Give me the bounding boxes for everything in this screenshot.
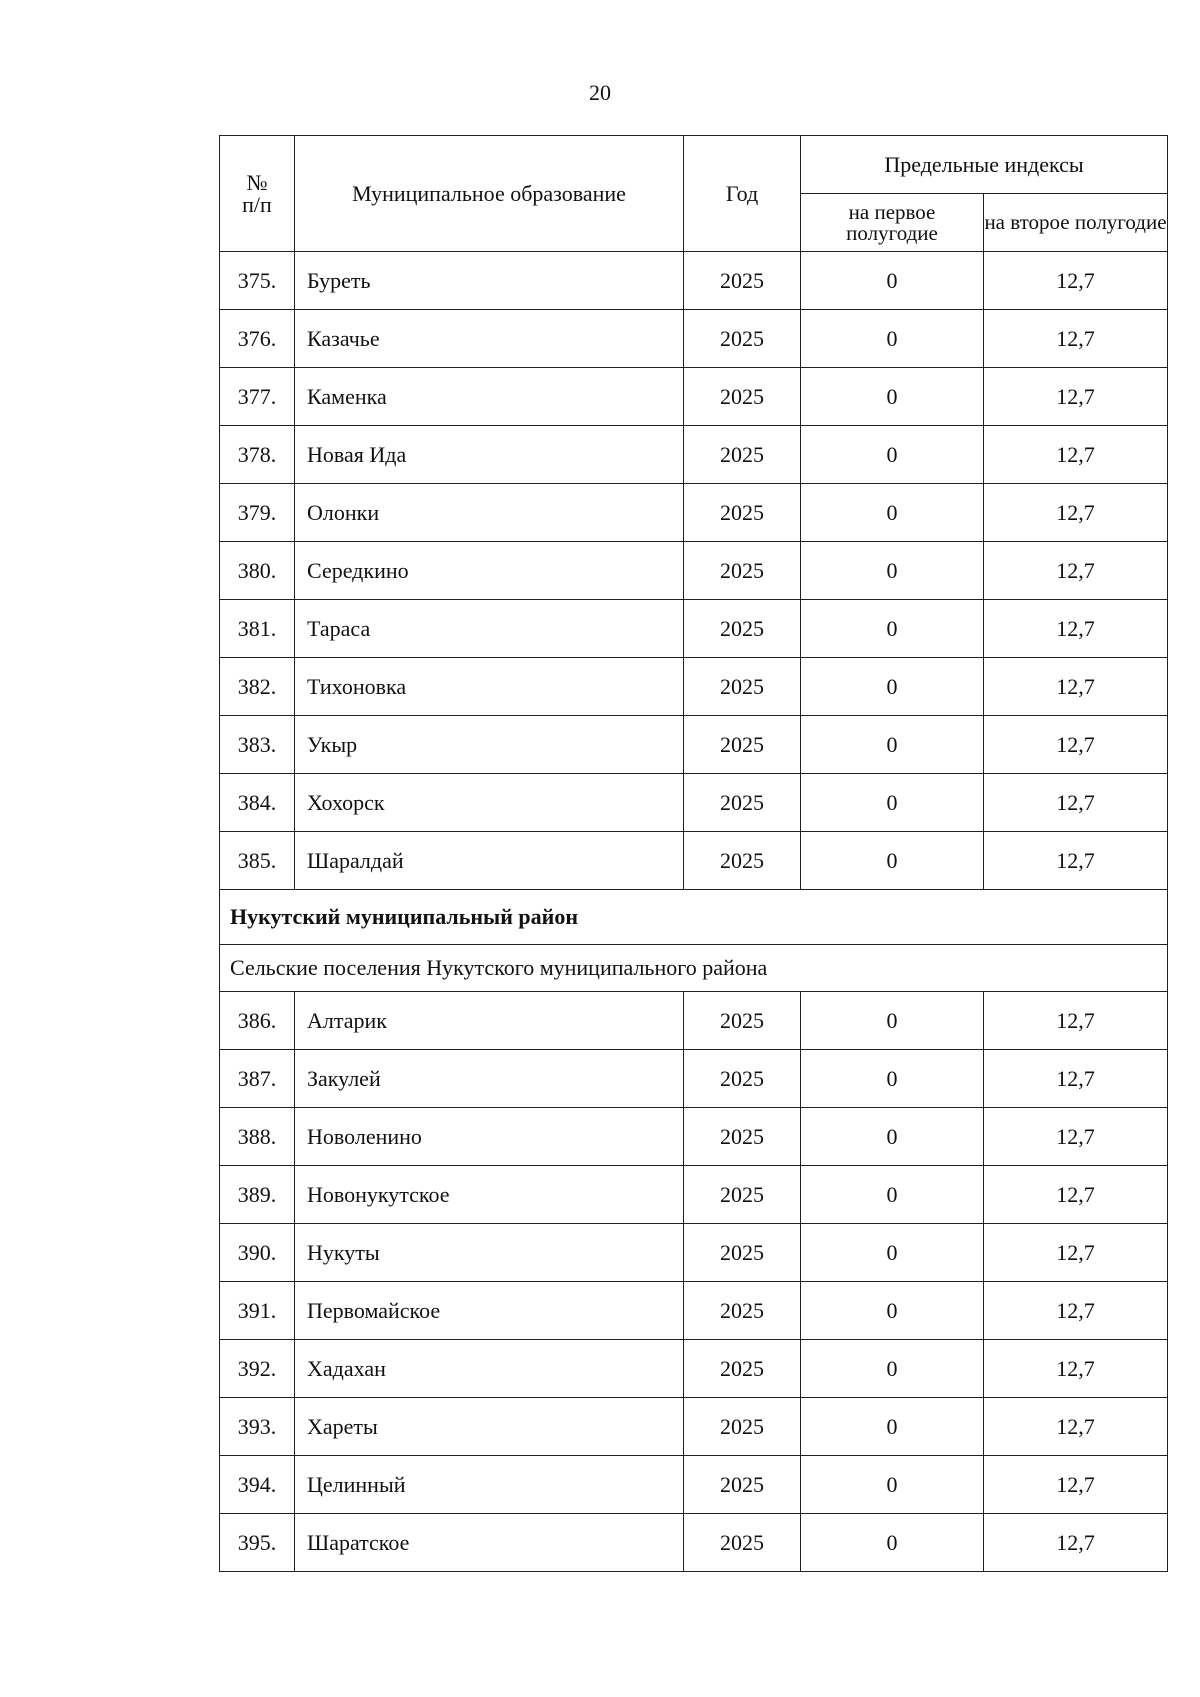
row-number: 392. — [220, 1340, 295, 1398]
table-row — [220, 252, 1168, 310]
header-year: Год — [684, 136, 801, 252]
municipality-name: Укыр — [295, 716, 684, 774]
year-cell: 2025 — [684, 542, 801, 600]
row-number: 383. — [220, 716, 295, 774]
first-half-index: 0 — [801, 1050, 984, 1108]
subsection-title: Сельские поселения Нукутского муниципального района — [220, 945, 1168, 992]
first-half-index: 0 — [801, 1398, 984, 1456]
header-second-half: на второе полугодие — [984, 194, 1168, 252]
municipality-name: Закулей — [295, 1050, 684, 1108]
row-number: 382. — [220, 658, 295, 716]
first-half-index: 0 — [801, 484, 984, 542]
second-half-index: 12,7 — [984, 1108, 1168, 1166]
table-row — [220, 484, 1168, 542]
municipality-name: Новонукутское — [295, 1166, 684, 1224]
table-row — [220, 1224, 1168, 1282]
second-half-index: 12,7 — [984, 368, 1168, 426]
municipality-name: Хадахан — [295, 1340, 684, 1398]
second-half-index: 12,7 — [984, 484, 1168, 542]
table-row — [220, 1456, 1168, 1514]
municipality-name: Новая Ида — [295, 426, 684, 484]
municipality-name: Тихоновка — [295, 658, 684, 716]
second-half-index: 12,7 — [984, 1050, 1168, 1108]
first-half-index: 0 — [801, 1166, 984, 1224]
year-cell: 2025 — [684, 1224, 801, 1282]
municipality-name: Хареты — [295, 1398, 684, 1456]
year-cell: 2025 — [684, 1456, 801, 1514]
table-row — [220, 368, 1168, 426]
first-half-index: 0 — [801, 426, 984, 484]
municipality-name: Алтарик — [295, 992, 684, 1050]
header-municipality: Муниципальное образование — [295, 136, 684, 252]
first-half-index: 0 — [801, 832, 984, 890]
year-cell: 2025 — [684, 310, 801, 368]
row-number: 388. — [220, 1108, 295, 1166]
row-number: 393. — [220, 1398, 295, 1456]
municipality-name: Нукуты — [295, 1224, 684, 1282]
table-row — [220, 832, 1168, 890]
year-cell: 2025 — [684, 1050, 801, 1108]
row-number: 395. — [220, 1514, 295, 1572]
second-half-index: 12,7 — [984, 310, 1168, 368]
table-row — [220, 310, 1168, 368]
first-half-index: 0 — [801, 542, 984, 600]
section-row — [220, 890, 1168, 945]
second-half-index: 12,7 — [984, 252, 1168, 310]
municipality-name: Олонки — [295, 484, 684, 542]
year-cell: 2025 — [684, 1282, 801, 1340]
second-half-index: 12,7 — [984, 542, 1168, 600]
first-half-index: 0 — [801, 368, 984, 426]
row-number: 394. — [220, 1456, 295, 1514]
table-row — [220, 426, 1168, 484]
row-number: 386. — [220, 992, 295, 1050]
year-cell: 2025 — [684, 716, 801, 774]
year-cell: 2025 — [684, 484, 801, 542]
first-half-index: 0 — [801, 1224, 984, 1282]
first-half-index: 0 — [801, 716, 984, 774]
second-half-index: 12,7 — [984, 600, 1168, 658]
first-half-index: 0 — [801, 600, 984, 658]
year-cell: 2025 — [684, 1398, 801, 1456]
municipality-name: Новоленино — [295, 1108, 684, 1166]
table-header-row — [220, 136, 1168, 194]
municipality-name: Каменка — [295, 368, 684, 426]
row-number: 380. — [220, 542, 295, 600]
municipality-name: Первомайское — [295, 1282, 684, 1340]
second-half-index: 12,7 — [984, 426, 1168, 484]
row-number: 391. — [220, 1282, 295, 1340]
second-half-index: 12,7 — [984, 832, 1168, 890]
second-half-index: 12,7 — [984, 1398, 1168, 1456]
first-half-index: 0 — [801, 1340, 984, 1398]
limit-indices-table — [219, 135, 1168, 1572]
table-row — [220, 1514, 1168, 1572]
second-half-index: 12,7 — [984, 1224, 1168, 1282]
header-num: № п/п — [220, 136, 295, 252]
table-body-part1 — [220, 252, 1168, 890]
table-row — [220, 1282, 1168, 1340]
municipality-name: Середкино — [295, 542, 684, 600]
second-half-index: 12,7 — [984, 1282, 1168, 1340]
year-cell: 2025 — [684, 1340, 801, 1398]
row-number: 385. — [220, 832, 295, 890]
municipality-name: Хохорск — [295, 774, 684, 832]
year-cell: 2025 — [684, 1166, 801, 1224]
year-cell: 2025 — [684, 1108, 801, 1166]
first-half-index: 0 — [801, 310, 984, 368]
table-row — [220, 1050, 1168, 1108]
row-number: 375. — [220, 252, 295, 310]
table-row — [220, 1340, 1168, 1398]
second-half-index: 12,7 — [984, 1456, 1168, 1514]
table-row — [220, 1108, 1168, 1166]
row-number: 390. — [220, 1224, 295, 1282]
table-row — [220, 992, 1168, 1050]
first-half-index: 0 — [801, 1108, 984, 1166]
second-half-index: 12,7 — [984, 1166, 1168, 1224]
second-half-index: 12,7 — [984, 992, 1168, 1050]
table-row — [220, 542, 1168, 600]
row-number: 377. — [220, 368, 295, 426]
first-half-index: 0 — [801, 252, 984, 310]
subsection-row — [220, 945, 1168, 992]
header-limit-indices: Предельные индексы — [801, 136, 1168, 194]
municipality-name: Шаратское — [295, 1514, 684, 1572]
municipality-name: Казачье — [295, 310, 684, 368]
first-half-index: 0 — [801, 658, 984, 716]
year-cell: 2025 — [684, 1514, 801, 1572]
year-cell: 2025 — [684, 658, 801, 716]
header-first-half: на первое полугодие — [801, 194, 984, 252]
row-number: 387. — [220, 1050, 295, 1108]
table-body-part2 — [220, 992, 1168, 1572]
table-row — [220, 658, 1168, 716]
row-number: 378. — [220, 426, 295, 484]
row-number: 381. — [220, 600, 295, 658]
page-number: 20 — [589, 80, 611, 105]
year-cell: 2025 — [684, 368, 801, 426]
year-cell: 2025 — [684, 252, 801, 310]
year-cell: 2025 — [684, 832, 801, 890]
row-number: 384. — [220, 774, 295, 832]
year-cell: 2025 — [684, 426, 801, 484]
table-row — [220, 716, 1168, 774]
table-row — [220, 774, 1168, 832]
second-half-index: 12,7 — [984, 1340, 1168, 1398]
section-group — [220, 890, 1168, 992]
table-row — [220, 600, 1168, 658]
municipality-name: Шаралдай — [295, 832, 684, 890]
row-number: 376. — [220, 310, 295, 368]
year-cell: 2025 — [684, 600, 801, 658]
first-half-index: 0 — [801, 1514, 984, 1572]
row-number: 389. — [220, 1166, 295, 1224]
municipality-name: Тараса — [295, 600, 684, 658]
municipality-name: Буреть — [295, 252, 684, 310]
section-title: Нукутский муниципальный район — [220, 890, 1168, 945]
year-cell: 2025 — [684, 992, 801, 1050]
first-half-index: 0 — [801, 1282, 984, 1340]
second-half-index: 12,7 — [984, 658, 1168, 716]
municipality-name: Целинный — [295, 1456, 684, 1514]
first-half-index: 0 — [801, 1456, 984, 1514]
second-half-index: 12,7 — [984, 774, 1168, 832]
first-half-index: 0 — [801, 774, 984, 832]
table-row — [220, 1166, 1168, 1224]
row-number: 379. — [220, 484, 295, 542]
first-half-index: 0 — [801, 992, 984, 1050]
year-cell: 2025 — [684, 774, 801, 832]
second-half-index: 12,7 — [984, 1514, 1168, 1572]
table-row — [220, 1398, 1168, 1456]
second-half-index: 12,7 — [984, 716, 1168, 774]
